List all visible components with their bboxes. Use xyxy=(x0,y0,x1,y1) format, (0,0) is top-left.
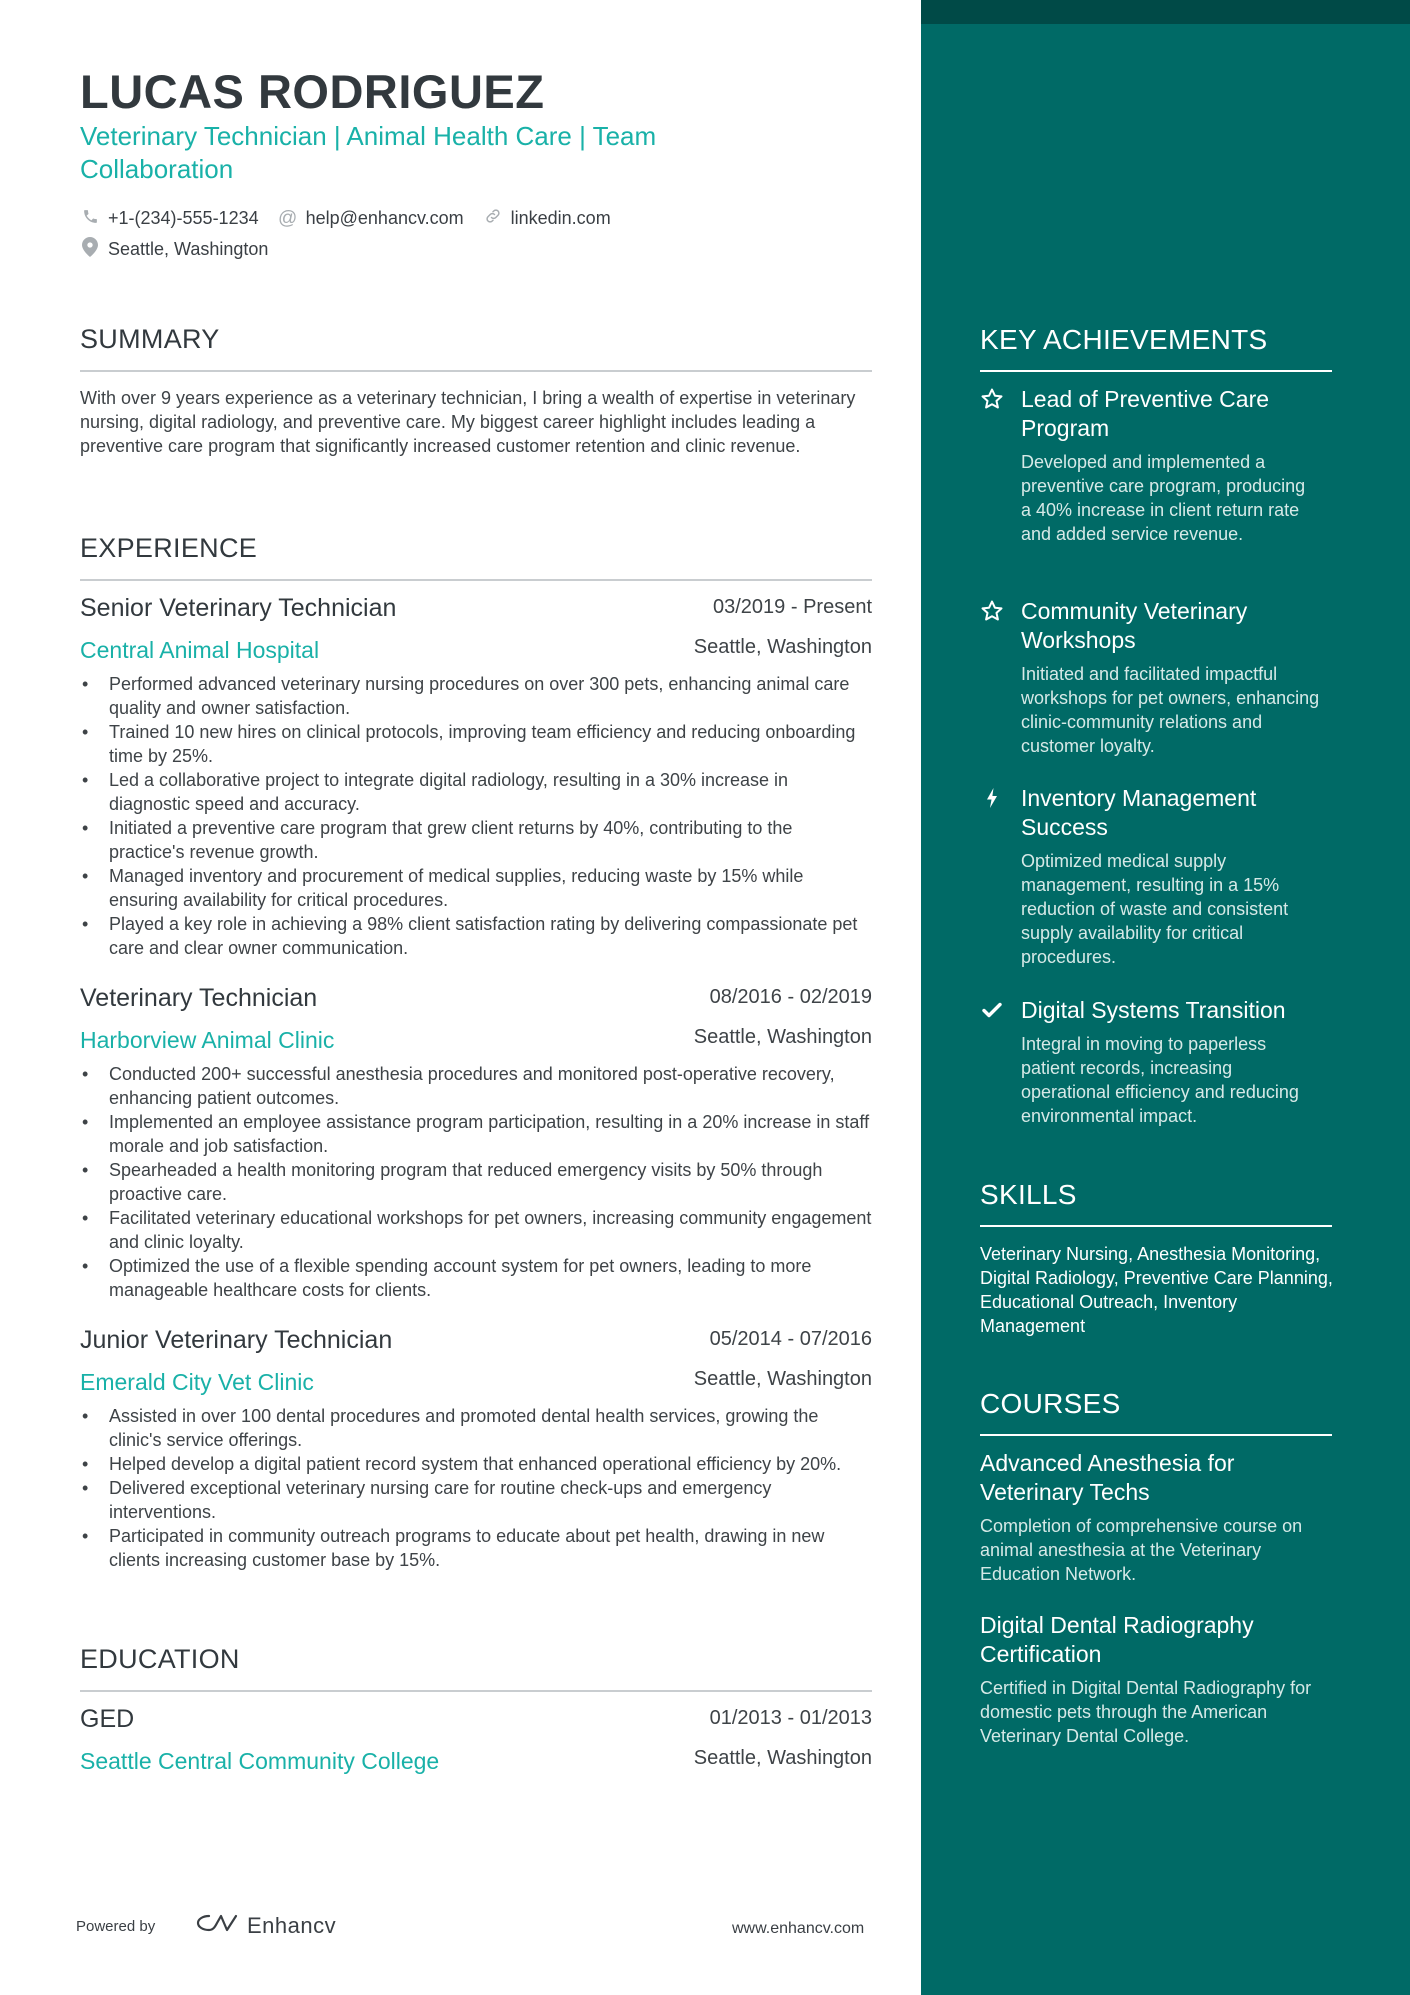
achievement-title: Inventory Management Success xyxy=(1021,785,1257,840)
phone-text: +1-(234)-555-1234 xyxy=(108,208,259,228)
job-location: Seattle, Washington xyxy=(693,1026,872,1048)
contact-phone[interactable] xyxy=(80,208,259,230)
bullet-item: • Performed advanced veterinary nursing procedures on over 300 pets, enhancing animal care quality and owner satisfaction. xyxy=(80,672,872,720)
bullet-item: • Optimized the use of a flexible spending account system for pet owners, leading to more manageable healthcare costs for clients. xyxy=(80,1254,872,1302)
course-item xyxy=(980,1611,1340,1748)
star-outline-icon xyxy=(980,599,1004,623)
achievement-item xyxy=(980,784,1320,969)
experience-heading: EXPERIENCE xyxy=(80,533,258,563)
enhancv-logo-icon xyxy=(195,1911,239,1940)
job-dates: 03/2019 - Present xyxy=(713,596,872,618)
job-dates: 05/2014 - 07/2016 xyxy=(709,1328,872,1350)
link-icon xyxy=(483,207,503,230)
achievement-desc: Integral in moving to paperless patient records, increasing operational efficiency and reducing environmental impact. xyxy=(1021,1034,1299,1126)
at-sign-icon: @ xyxy=(277,207,298,229)
achievements-heading: KEY ACHIEVEMENTS xyxy=(980,324,1268,355)
candidate-name: LUCAS RODRIGUEZ xyxy=(80,65,545,118)
contact-link[interactable] xyxy=(483,207,611,230)
achievement-title: Community Veterinary Workshops xyxy=(1021,598,1248,653)
bullet-item: • Helped develop a digital patient record system that enhanced operational efficiency by 20%. xyxy=(80,1452,872,1476)
contact-location xyxy=(80,237,268,262)
achievement-desc: Initiated and facilitated impactful workshops for pet owners, enhancing clinic-community relations and customer loyalty. xyxy=(1021,664,1320,756)
bullet-item: • Initiated a preventive care program that grew client returns by 40%, contributing to the practice's revenue growth. xyxy=(80,816,872,864)
bullet-item: • Managed inventory and procurement of medical supplies, reducing waste by 15% while ensuring availability for critical procedures. xyxy=(80,864,872,912)
courses-divider xyxy=(980,1434,1332,1436)
achievement-desc: Developed and implemented a preventive care program, producing a 40% increase in client return rate and added service revenue. xyxy=(1021,452,1306,544)
job-company: Harborview Animal Clinic xyxy=(80,1027,335,1053)
achievement-item xyxy=(980,385,1320,546)
course-desc: Certified in Digital Dental Radiography for domestic pets through the American Veterinary Dental College. xyxy=(980,1678,1312,1746)
location-text: Seattle, Washington xyxy=(108,239,269,259)
contact-row xyxy=(80,207,630,230)
experience-entry xyxy=(80,984,872,1302)
achievement-title: Lead of Preventive Care Program xyxy=(1021,386,1270,441)
footer-brand-logo[interactable] xyxy=(195,1911,336,1940)
summary-heading: SUMMARY xyxy=(80,324,220,354)
job-bullets xyxy=(80,1062,872,1302)
checkmark-icon xyxy=(980,998,1004,1022)
skills-text: Veterinary Nursing, Anesthesia Monitoring, Digital Radiology, Preventive Care Planning, Educational Outreach, Inventory Management xyxy=(980,1244,1333,1336)
course-desc: Completion of comprehensive course on animal anesthesia at the Veterinary Education Network. xyxy=(980,1516,1303,1584)
summary-divider xyxy=(80,370,872,372)
experience-divider xyxy=(80,579,872,581)
education-dates: 01/2013 - 01/2013 xyxy=(709,1707,872,1729)
experience-entry xyxy=(80,594,872,960)
bullet-item: • Assisted in over 100 dental procedures and promoted dental health services, growing the clinic's service offerings. xyxy=(80,1404,872,1452)
education-degree: GED xyxy=(80,1705,135,1733)
bullet-item: • Trained 10 new hires on clinical protocols, improving team efficiency and reducing onboarding time by 25%. xyxy=(80,720,872,768)
job-bullets xyxy=(80,672,872,960)
link-text: linkedin.com xyxy=(510,208,611,228)
bullet-item: • Participated in community outreach programs to educate about pet health, drawing in new clients increasing customer base by 15%. xyxy=(80,1524,872,1572)
star-outline-icon xyxy=(980,387,1004,411)
job-company: Central Animal Hospital xyxy=(80,637,320,663)
bullet-item: • Implemented an employee assistance program participation, resulting in a 20% increase in staff morale and job satisfaction. xyxy=(80,1110,872,1158)
footer-brand-name: Enhancv xyxy=(247,1912,337,1938)
course-title: Advanced Anesthesia for Veterinary Techs xyxy=(980,1450,1235,1505)
course-item xyxy=(980,1449,1340,1586)
achievement-title: Digital Systems Transition xyxy=(1021,997,1286,1023)
course-title: Digital Dental Radiography Certification xyxy=(980,1612,1254,1667)
summary-text: With over 9 years experience as a veterinary technician, I bring a wealth of expertise in veterinary nursing, digital radiology, and preventive care. My biggest career highlight includes leading a preventive care program that significantly increased customer retention and clinic revenue. xyxy=(80,388,856,456)
job-title: Senior Veterinary Technician xyxy=(80,594,397,622)
achievements-divider xyxy=(980,370,1332,372)
education-entry xyxy=(80,1705,872,1775)
phone-icon xyxy=(80,208,100,230)
footer-url[interactable]: www.enhancv.com xyxy=(732,1920,865,1937)
bullet-item: • Conducted 200+ successful anesthesia procedures and monitored post-operative recovery, enhancing patient outcomes. xyxy=(80,1062,872,1110)
bullet-item: • Played a key role in achieving a 98% client satisfaction rating by delivering compassionate pet care and clear owner communication. xyxy=(80,912,872,960)
achievement-item xyxy=(980,597,1320,758)
job-title: Veterinary Technician xyxy=(80,984,318,1012)
job-company: Emerald City Vet Clinic xyxy=(80,1369,314,1395)
lightning-icon xyxy=(980,786,1004,810)
achievement-desc: Optimized medical supply management, resulting in a 15% reduction of waste and consistent supply availability for critical procedures. xyxy=(1021,851,1289,967)
job-dates: 08/2016 - 02/2019 xyxy=(709,986,872,1008)
bullet-item: • Facilitated veterinary educational workshops for pet owners, increasing community engagement and clinic loyalty. xyxy=(80,1206,872,1254)
candidate-headline: Veterinary Technician | Animal Health Care | Team Collaboration xyxy=(80,121,657,184)
job-location: Seattle, Washington xyxy=(693,636,872,658)
job-location: Seattle, Washington xyxy=(693,1368,872,1390)
location-pin-icon xyxy=(80,237,100,262)
sidebar xyxy=(921,0,1410,1995)
education-heading: EDUCATION xyxy=(80,1644,240,1674)
achievement-item xyxy=(980,996,1320,1128)
skills-heading: SKILLS xyxy=(980,1179,1077,1210)
experience-entry xyxy=(80,1326,872,1572)
skills-divider xyxy=(980,1225,1332,1227)
courses-heading: COURSES xyxy=(980,1388,1121,1419)
contact-email[interactable] xyxy=(278,208,464,230)
education-school: Seattle Central Community College xyxy=(80,1748,440,1774)
job-title: Junior Veterinary Technician xyxy=(80,1326,393,1354)
education-location: Seattle, Washington xyxy=(693,1747,872,1769)
education-divider xyxy=(80,1690,872,1692)
bullet-item: • Delivered exceptional veterinary nursing care for routine check-ups and emergency interventions. xyxy=(80,1476,872,1524)
sidebar-top-bar xyxy=(921,0,1410,24)
bullet-item: • Led a collaborative project to integrate digital radiology, resulting in a 30% increase in diagnostic speed and accuracy. xyxy=(80,768,872,816)
footer-powered-by: Powered by xyxy=(76,1918,156,1935)
email-text: help@enhancv.com xyxy=(305,208,464,228)
bullet-item: • Spearheaded a health monitoring program that reduced emergency visits by 50% through proactive care. xyxy=(80,1158,872,1206)
job-bullets xyxy=(80,1404,872,1572)
